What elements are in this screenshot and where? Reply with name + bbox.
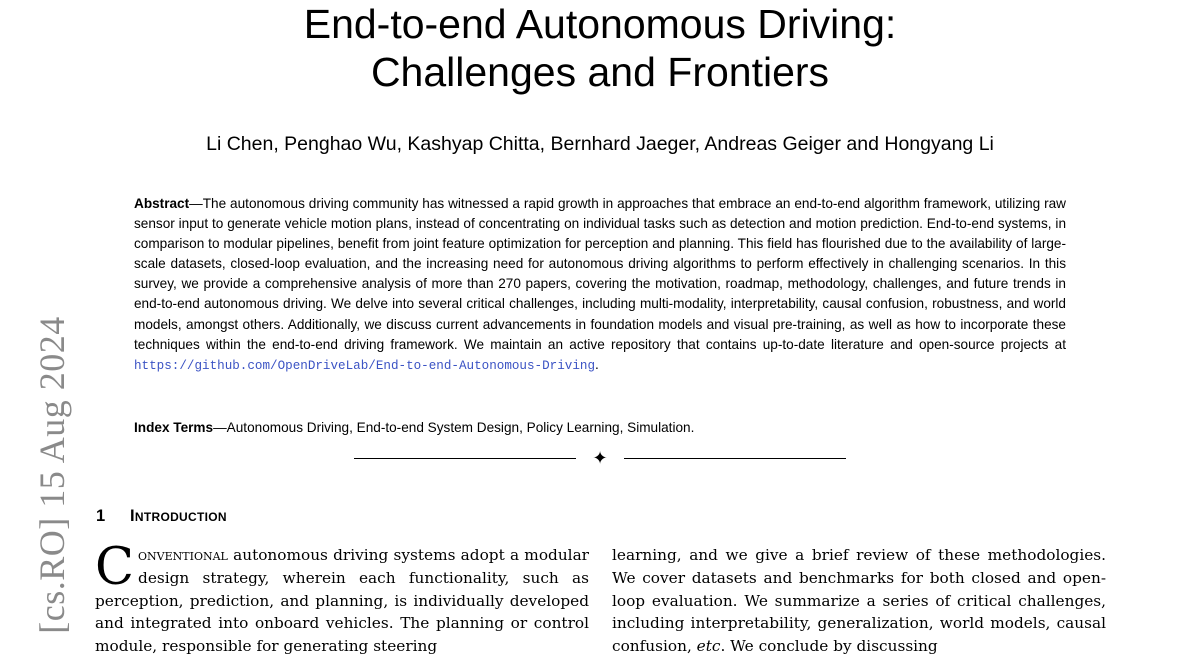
intro-right-text: learning, and we give a brief review of these methodologies. We cover datasets and benchmarks for both closed and open-loop evaluation. We summarize a series of critical challenges, including interpretability, generalization, world models, causal confusion,	[612, 546, 1106, 656]
divider-line-left	[354, 458, 576, 459]
repository-link[interactable]: https://github.com/OpenDriveLab/End-to-end-Autonomous-Driving	[134, 358, 596, 373]
intro-etc: etc	[696, 637, 721, 656]
index-terms-label: Index Terms	[134, 420, 214, 435]
intro-right-text-end: . We conclude by discussing	[720, 637, 938, 656]
intro-left-text: autonomous driving systems adopt a modular design strategy, wherein each functionality, such as perception, prediction, and planning, is individually developed and integrated into onboard vehicles. The planning or control module, responsible for generating steering	[95, 546, 589, 656]
abstract	[134, 194, 1066, 376]
intro-column-right	[612, 544, 1106, 658]
intro-column-left	[95, 538, 589, 658]
paper-title	[0, 0, 1200, 96]
abstract-label: Abstract	[134, 196, 190, 211]
divider-line-right	[624, 458, 846, 459]
section-title: Introduction	[130, 507, 227, 525]
index-terms	[134, 418, 1066, 438]
index-terms-text: —Autonomous Driving, End-to-end System Design, Policy Learning, Simulation.	[213, 420, 695, 435]
paper-title-line-1: End-to-end Autonomous Driving:	[303, 1, 897, 47]
intro-smallcaps-word: onventional	[138, 546, 228, 564]
author-list: Li Chen, Penghao Wu, Kashyap Chitta, Bernhard Jaeger, Andreas Geiger and Hongyang Li	[206, 133, 994, 155]
section-divider	[354, 448, 846, 470]
paper-title-line-2: Challenges and Frontiers	[370, 49, 830, 95]
arxiv-side-stamp: [cs.RO] 15 Aug 2024	[32, 316, 72, 634]
section-number: 1	[96, 507, 106, 525]
abstract-end: .	[595, 356, 599, 372]
drop-cap: C	[95, 538, 135, 597]
divider-diamond-icon: ✦	[592, 448, 608, 469]
abstract-text: —The autonomous driving community has witnessed a rapid growth in approaches that embrace an end-to-end algorithm framework, utilizing raw sensor input to generate vehicle motion plans, instead of concentrating on individual tasks such as detection and motion prediction. End-to-end systems, in comparison to modular pipelines, benefit from joint feature optimization for perception and planning. This field has flourished due to the availability of large-scale datasets, closed-loop evaluation, and the increasing need for autonomous driving algorithms to perform effectively in challenging scenarios. In this survey, we provide a comprehensive analysis of more than 270 papers, covering the motivation, roadmap, methodology, challenges, and future trends in end-to-end autonomous driving. We delve into several critical challenges, including multi-modality, interpretability, causal confusion, robustness, and world models, amongst others. Additionally, we discuss current advancements in foundation models and visual pre-training, as well as how to incorporate these techniques within the end-to-end driving framework. We maintain an active repository that contains up-to-date literature and open-source projects at	[134, 196, 1066, 352]
section-heading	[96, 505, 227, 527]
